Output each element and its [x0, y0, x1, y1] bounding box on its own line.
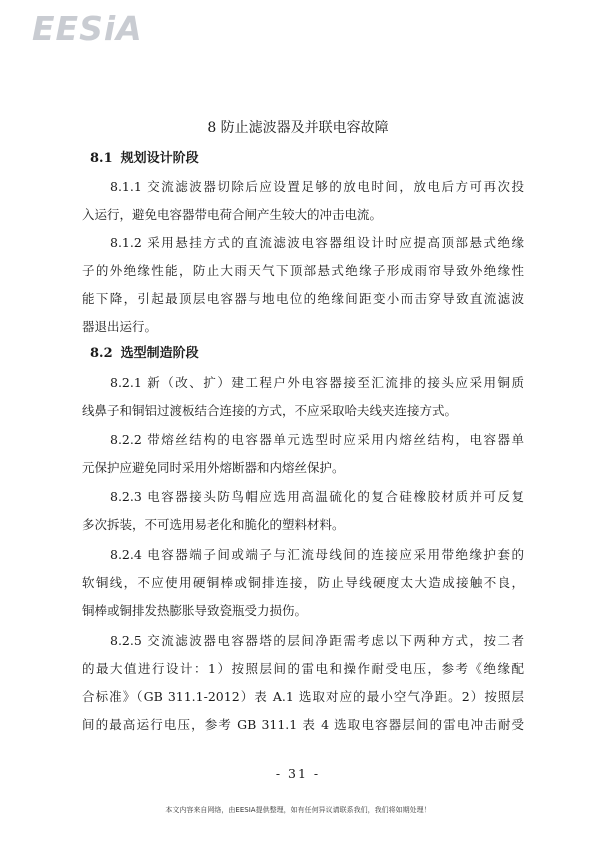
- paragraph-line: 入运行，避免电容器带电荷合闸产生较大的冲击电流。: [82, 207, 383, 222]
- subsection-number: 8.2: [90, 346, 113, 361]
- subsection-title: 规划设计阶段: [120, 151, 199, 166]
- subsection-title: 选型制造阶段: [120, 346, 199, 361]
- paragraph-line: 线鼻子和铜铝过渡板结合连接的方式，不应采取哈夫线夹连接方式。: [82, 403, 458, 418]
- eesia-logo: EESiA: [32, 9, 143, 48]
- paragraph-line: 间的最高运行电压，参考 GB 311.1 表 4 选取电容器层间的雷电冲击耐受: [82, 717, 524, 732]
- paragraph-8-2-1: [82, 369, 524, 425]
- paragraph-line: 8.1.2 采用悬挂方式的直流滤波电容器组设计时应提高顶部悬式绝缘: [110, 235, 524, 250]
- paragraph-line: 的最大值进行设计：1）按照层间的雷电和操作耐受电压，参考《绝缘配: [82, 661, 524, 676]
- paragraph-8-2-2: [82, 426, 524, 482]
- paragraph-8-2-4: [82, 541, 524, 625]
- paragraph-line: 8.2.2 带熔丝结构的电容器单元选型时应采用内熔丝结构，电容器单: [110, 432, 524, 447]
- paragraph-line: 子的外绝缘性能，防止大雨天气下顶部悬式绝缘子形成雨帘导致外绝缘性: [82, 263, 524, 278]
- paragraph-line: 铜棒或铜排发热膨胀导致瓷瓶受力损伤。: [82, 603, 308, 618]
- paragraph-line: 元保护应避免同时采用外熔断器和内熔丝保护。: [82, 460, 345, 475]
- paragraph-line: 8.2.4 电容器端子间或端子与汇流母线间的连接应采用带绝缘护套的: [110, 547, 524, 562]
- paragraph-line: 合标准》（GB 311.1-2012）表 A.1 选取对应的最小空气净距。2）按照层: [82, 689, 524, 704]
- paragraph-line: 8.2.5 交流滤波器电容器塔的层间净距需考虑以下两种方式，按二者: [110, 633, 524, 648]
- paragraph-8-1-1: [82, 173, 524, 229]
- page-number: - 31 -: [275, 766, 321, 781]
- paragraph-line: 软铜线，不应使用硬铜棒或铜排连接，防止导线硬度太大造成接触不良，: [82, 575, 524, 590]
- subsection-heading-8-1: [90, 150, 199, 168]
- paragraph-8-2-3: [82, 483, 524, 539]
- subsection-heading-8-2: [90, 345, 199, 363]
- footer-note: 本文内容来自网络，由EESIA提供整理，如有任何异议请联系我们，我们将如期处理！: [165, 806, 431, 814]
- paragraph-8-1-2: [82, 229, 524, 341]
- paragraph-8-2-5: [82, 627, 524, 739]
- subsection-number: 8.1: [90, 151, 113, 166]
- paragraph-line: 8.2.1 新（改、扩）建工程户外电容器接至汇流排的接头应采用铜质: [110, 375, 524, 390]
- paragraph-line: 8.1.1 交流滤波器切除后应设置足够的放电时间，放电后方可再次投: [110, 179, 524, 194]
- paragraph-line: 多次拆装，不可选用易老化和脆化的塑料材料。: [82, 517, 345, 532]
- paragraph-line: 能下降，引起最顶层电容器与地电位的绝缘间距变小而击穿导致直流滤波: [82, 291, 524, 306]
- section-title: 8 防止滤波器及并联电容故障: [207, 120, 389, 136]
- paragraph-line: 8.2.3 电容器接头防鸟帽应选用高温硫化的复合硅橡胶材质并可反复: [110, 489, 524, 504]
- paragraph-line: 器退出运行。: [82, 319, 158, 334]
